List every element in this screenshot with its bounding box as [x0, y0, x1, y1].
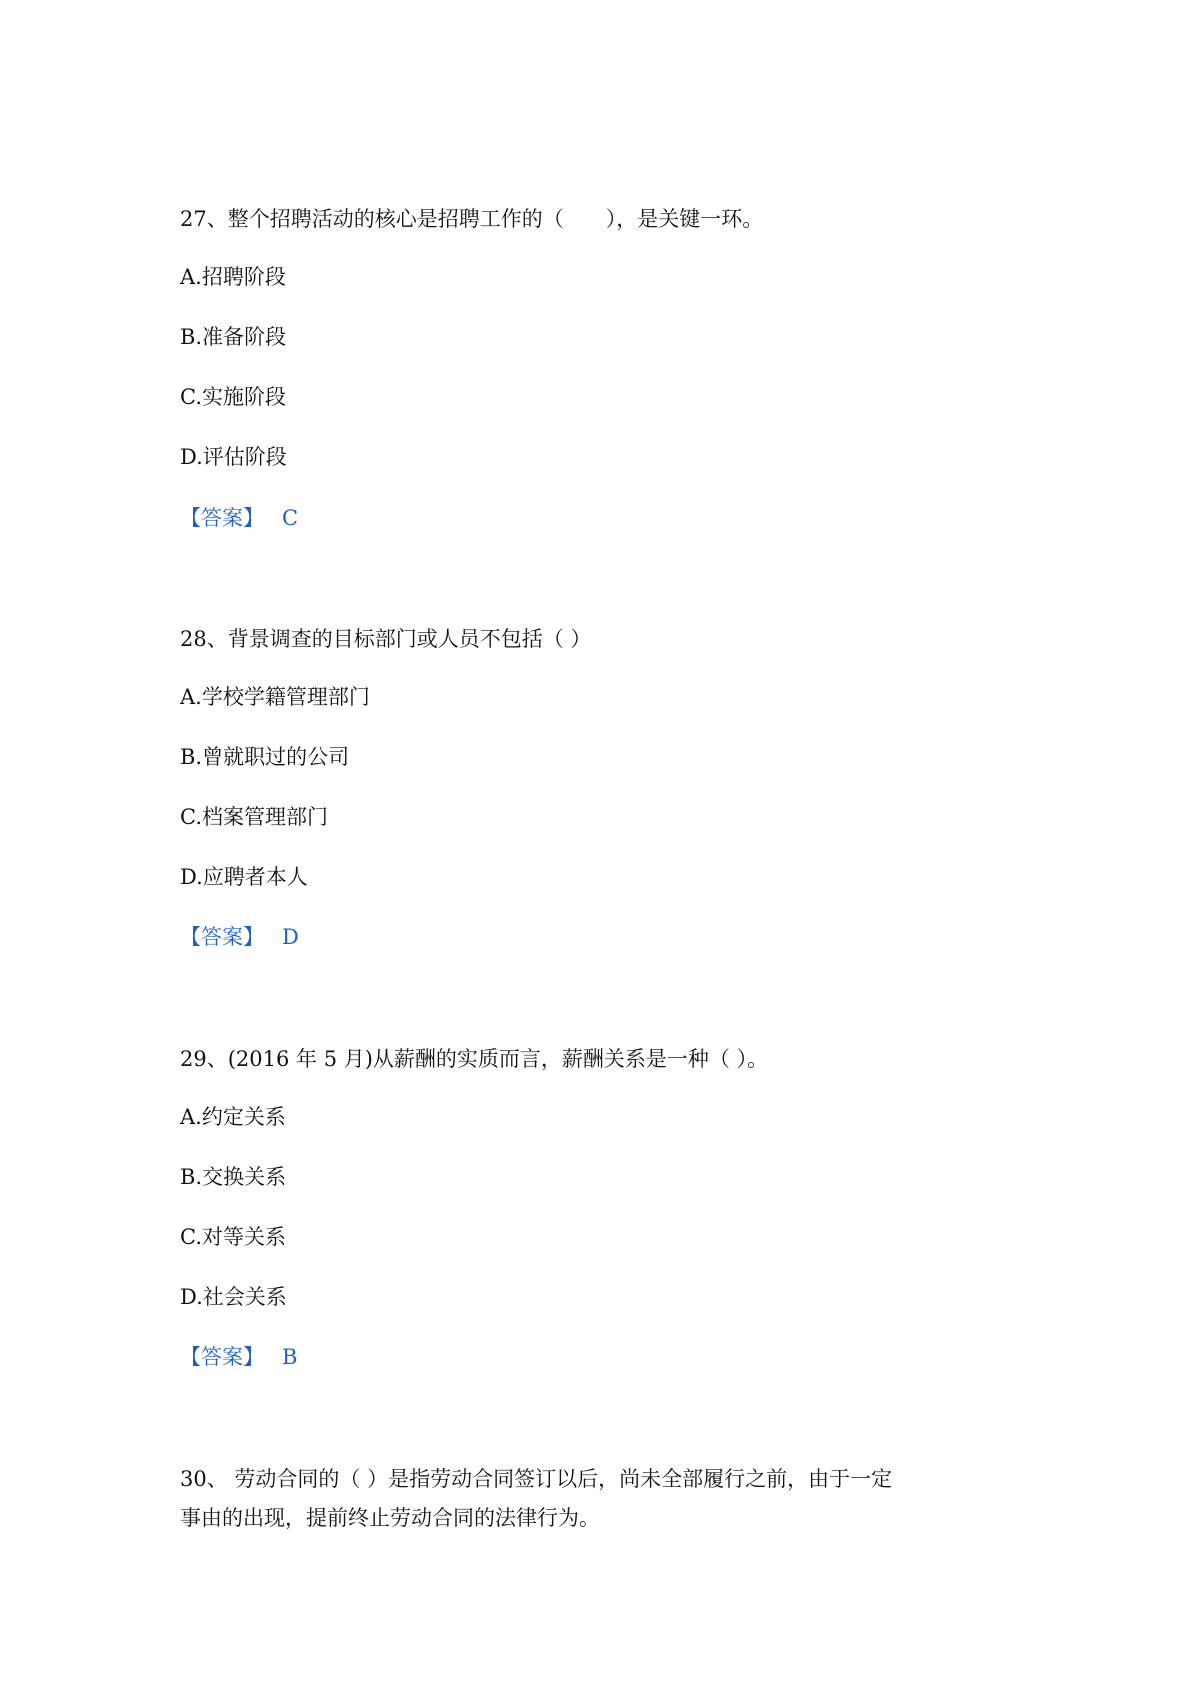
question-30-stem-line-1: 30、 劳动合同的（ ）是指劳动合同签订以后，尚未全部履行之前，由于一定	[180, 1467, 893, 1491]
question-28-answer	[180, 923, 299, 951]
question-27-option-a: A.招聘阶段	[180, 265, 286, 289]
question-29-stem: 29、(2016 年 5 月)从薪酬的实质而言，薪酬关系是一种（ ）。	[180, 1047, 769, 1071]
question-28-option-d: D.应聘者本人	[180, 865, 308, 889]
answer-value: C	[282, 506, 299, 530]
question-29-option-b: B.交换关系	[180, 1165, 287, 1189]
question-28-option-b: B.曾就职过的公司	[180, 745, 350, 769]
question-29-answer	[180, 1343, 297, 1371]
question-29-option-d: D.社会关系	[180, 1285, 287, 1309]
question-27-answer	[180, 504, 298, 532]
answer-value: D	[282, 925, 299, 949]
question-28-option-a: A.学校学籍管理部门	[180, 685, 370, 709]
answer-value: B	[282, 1345, 298, 1369]
question-27-option-c: C.实施阶段	[180, 385, 286, 409]
question-29-option-a: A.约定关系	[180, 1105, 286, 1129]
question-30-stem-line-2: 事由的出现，提前终止劳动合同的法律行为。	[180, 1506, 600, 1530]
question-27-option-d: D.评估阶段	[180, 445, 287, 469]
question-27-stem: 27、整个招聘活动的核心是招聘工作的（ ），是关键一环。	[180, 207, 764, 231]
question-28-option-c: C.档案管理部门	[180, 805, 328, 829]
question-29-option-c: C.对等关系	[180, 1225, 286, 1249]
answer-label: 【答案】	[180, 506, 264, 530]
answer-label: 【答案】	[180, 1345, 264, 1369]
question-28-stem: 28、背景调查的目标部门或人员不包括（ ）	[180, 627, 592, 651]
question-27-option-b: B.准备阶段	[180, 325, 287, 349]
answer-label: 【答案】	[180, 925, 264, 949]
